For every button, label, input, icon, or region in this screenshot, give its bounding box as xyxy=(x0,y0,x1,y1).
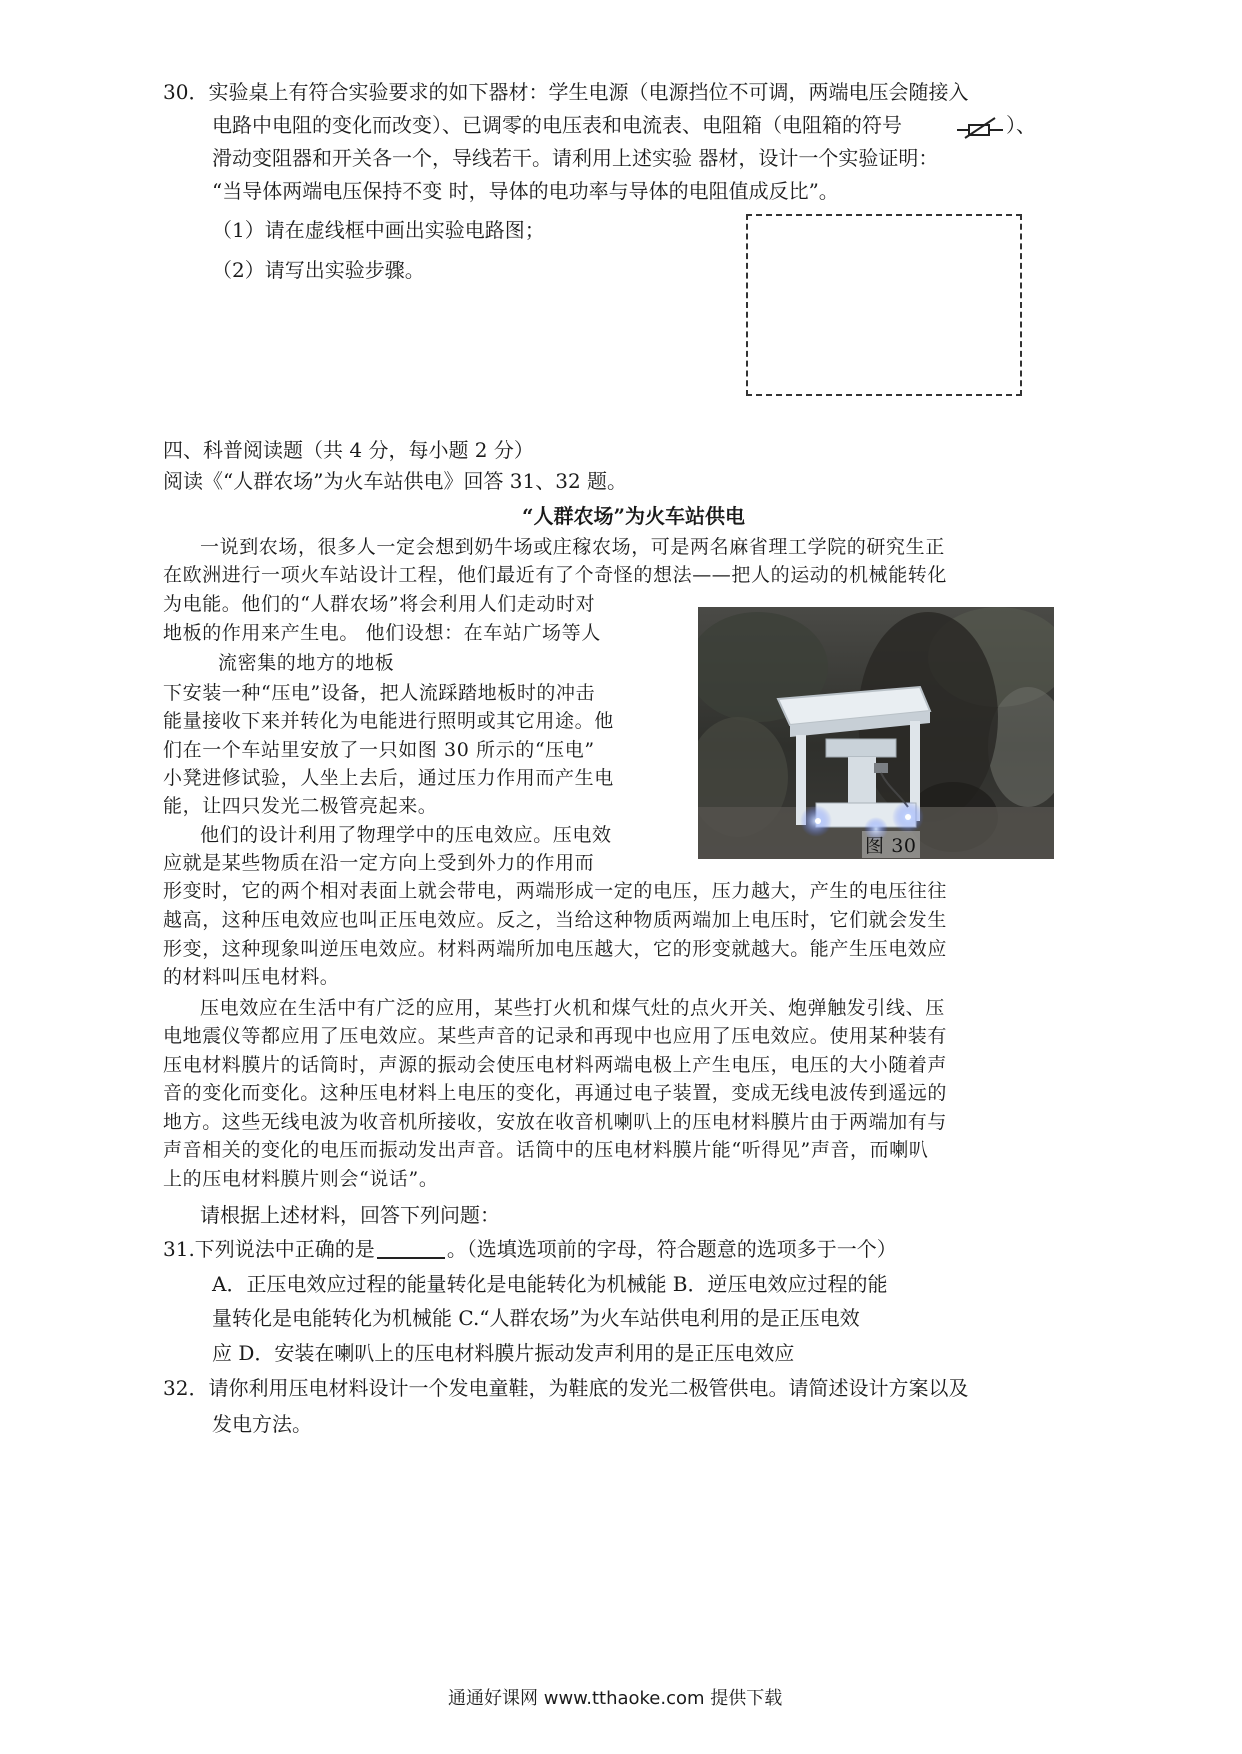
article-title: “人群农场”为火车站供电 xyxy=(522,504,746,528)
q31-options-line-2: 量转化是电能转化为机械能 C.“人群农场”为火车站供电利用的是正压电效 xyxy=(212,1306,860,1330)
article-line: 的材料叫压电材料。 xyxy=(163,966,340,988)
article-line: 为电能。他们的“人群农场”将会利用人们走动时对 xyxy=(163,593,596,615)
q31-options-line-3: 应 D．安装在喇叭上的压电材料膜片振动发声利用的是正压电效应 xyxy=(212,1341,795,1365)
q30-line-4: “当导体两端电压保持不变 时，导体的电功率与导体的电阻值成反比”。 xyxy=(212,179,839,203)
article-line: 电地震仪等都应用了压电效应。某些声音的记录和再现中也应用了压电效应。使用某种装有 xyxy=(163,1025,948,1047)
article-line: 们在一个车站里安放了一只如图 30 所示的“压电” xyxy=(163,739,595,761)
q32-line-2: 发电方法。 xyxy=(212,1412,312,1436)
article-line: 能量接收下来并转化为电能进行照明或其它用途。他 xyxy=(163,710,614,732)
q30-line-1: 30．实验桌上有符合实验要求的如下器材：学生电源（电源挡位不可调，两端电压会随接入 xyxy=(163,80,969,104)
q31-stem-end: 。（选填选项前的字母，符合题意的选项多于一个） xyxy=(446,1237,897,1261)
prompt-text: 请根据上述材料，回答下列问题： xyxy=(200,1203,500,1227)
resistance-box-symbol-icon xyxy=(957,116,1003,140)
q30-line-2: 电路中电阻的变化而改变）、已调零的电压表和电流表、电阻箱（电阻箱的符号 xyxy=(212,113,902,137)
article-line: 声音相关的变化的电压而振动发出声音。话筒中的压电材料膜片能“听得见”声音，而喇叭 xyxy=(163,1139,929,1161)
article-line: 他们的设计利用了物理学中的压电效应。压电效 xyxy=(200,824,612,846)
article-line: 下安装一种“压电”设备，把人流踩踏地板时的冲击 xyxy=(163,682,596,704)
q31-options-line-1: A．正压电效应过程的能量转化是电能转化为机械能 B．逆压电效应过程的能 xyxy=(212,1272,888,1296)
section-heading: 四、科普阅读题（共 4 分，每小题 2 分） xyxy=(163,438,534,462)
article-line: 能，让四只发光二极管亮起来。 xyxy=(163,795,438,817)
q31-stem-start: 31.下列说法中正确的是 xyxy=(163,1237,375,1261)
q30-line-2-end: ）、 xyxy=(1006,113,1036,137)
q30-subq-1: （1）请在虚线框中画出实验电路图； xyxy=(212,218,545,242)
article-line: 流密集的地方的地板 xyxy=(218,652,395,674)
article-line: 在欧洲进行一项火车站设计工程，他们最近有了个奇怪的想法——把人的运动的机械能转化 xyxy=(163,564,948,586)
article-line: 压电材料膜片的话筒时，声源的振动会使压电材料两端电极上产生电压，电压的大小随着声 xyxy=(163,1054,948,1076)
footer-text: 通通好课网 www.tthaoke.com 提供下载 xyxy=(448,1688,783,1709)
circuit-drawing-box xyxy=(746,214,1022,396)
article-line: 地板的作用来产生电。 他们设想：在车站广场等人 xyxy=(163,622,601,644)
q30-subq-2: （2）请写出实验步骤。 xyxy=(212,258,425,282)
article-line: 压电效应在生活中有广泛的应用，某些打火机和煤气灶的点火开关、炮弹触发引线、压 xyxy=(200,997,945,1019)
figure-30-label: 图 30 xyxy=(862,831,920,858)
article-line: 一说到农场，很多人一定会想到奶牛场或庄稼农场，可是两名麻省理工学院的研究生正 xyxy=(200,536,945,558)
figure-30-photo xyxy=(698,607,1054,859)
q32-line-1: 32．请你利用压电材料设计一个发电童鞋，为鞋底的发光二极管供电。请简述设计方案以及 xyxy=(163,1376,969,1400)
article-line: 上的压电材料膜片则会“说话”。 xyxy=(163,1168,439,1190)
article-line: 越高，这种压电效应也叫正压电效应。反之，当给这种物质两端加上电压时，它们就会发生 xyxy=(163,909,948,931)
article-line: 小凳进修试验，人坐上去后，通过压力作用而产生电 xyxy=(163,767,614,789)
article-line: 音的变化而变化。这种压电材料上电压的变化，再通过电子装置，变成无线电波传到遥远的 xyxy=(163,1082,948,1104)
article-line: 形变，这种现象叫逆压电效应。材料两端所加电压越大，它的形变就越大。能产生压电效应 xyxy=(163,938,948,960)
q30-line-3: 滑动变阻器和开关各一个，导线若干。请利用上述实验 器材，设计一个实验证明： xyxy=(212,146,939,170)
article-line: 形变时，它的两个相对表面上就会带电，两端形成一定的电压，压力越大，产生的电压往往 xyxy=(163,880,948,902)
article-line: 地方。这些无线电波为收音机所接收，安放在收音机喇叭上的压电材料膜片由于两端加有与 xyxy=(163,1111,948,1133)
article-line: 应就是某些物质在沿一定方向上受到外力的作用而 xyxy=(163,852,595,874)
answer-blank[interactable] xyxy=(377,1256,445,1259)
section-instruction: 阅读《“人群农场”为火车站供电》回答 31、32 题。 xyxy=(163,469,628,493)
q31-stem xyxy=(163,1233,897,1266)
